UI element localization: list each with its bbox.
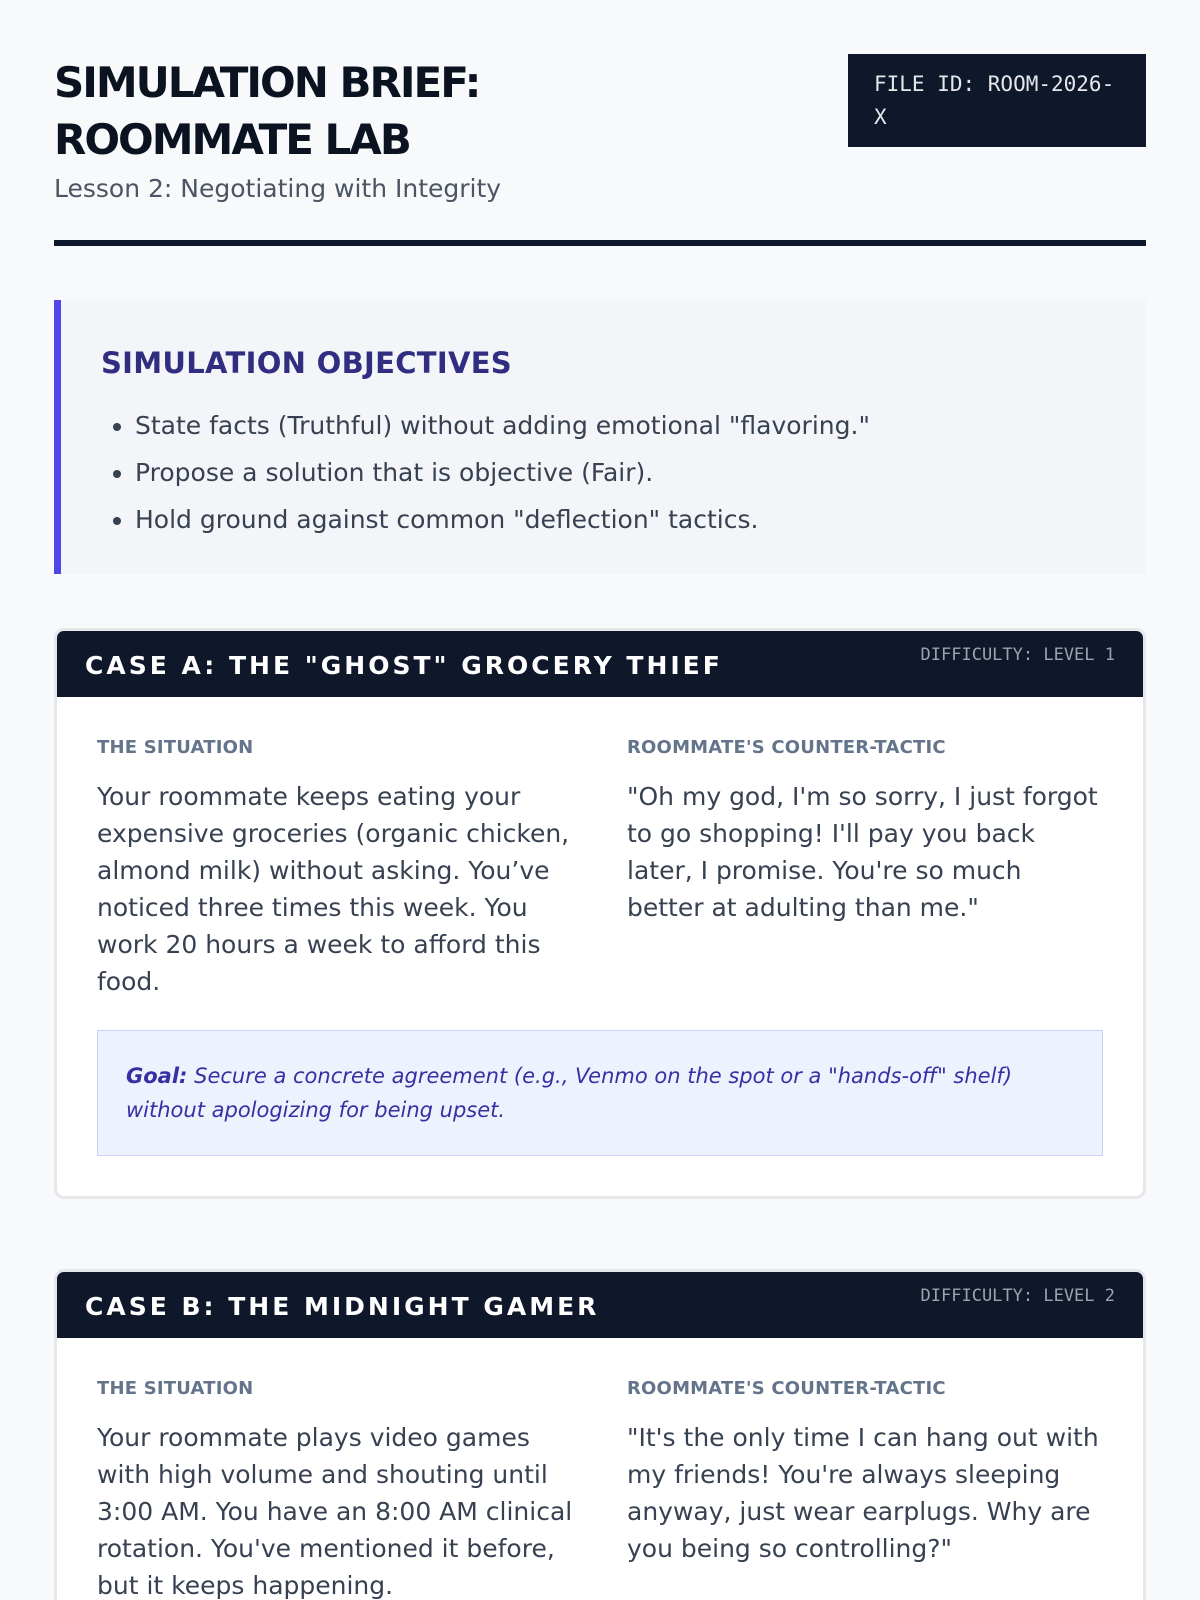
page-title [54, 54, 674, 168]
case-columns [97, 1378, 1103, 1600]
case-card-a [54, 628, 1146, 1199]
case-body [57, 697, 1143, 1196]
objectives-heading: SIMULATION OBJECTIVES [101, 346, 512, 380]
file-id-badge: FILE ID: ROOM-2026-X [848, 54, 1146, 147]
case-body [57, 1338, 1143, 1600]
case-columns [97, 737, 1103, 1000]
page-title-line-1: SIMULATION BRIEF: [54, 58, 480, 107]
situation-column [97, 737, 573, 1000]
situation-text: Your roommate keeps eating your expensive groceries (organic chicken, almond milk) without asking. You’ve noticed three times this week. You work 20 hours a week to afford this food. [97, 782, 570, 996]
goal-text: Secure a concrete agreement (e.g., Venmo on the spot or a "hands-off" shelf) without apologizing for being upset. [126, 1064, 1013, 1122]
brief-header [54, 54, 1146, 246]
tactic-label: ROOMMATE'S COUNTER-TACTIC [627, 737, 946, 758]
case-title: CASE B: THE MIDNIGHT GAMER [85, 1292, 600, 1321]
objective-item: • Propose a solution that is objective (Fair). [135, 449, 1106, 496]
objectives-list [101, 402, 1106, 543]
difficulty-label: DIFFICULTY: LEVEL 2 [920, 1286, 1115, 1306]
goal-box [97, 1030, 1103, 1156]
page-title-line-2: ROOMMATE LAB [54, 115, 410, 164]
tactic-label: ROOMMATE'S COUNTER-TACTIC [627, 1378, 946, 1399]
situation-label: THE SITUATION [97, 1378, 254, 1399]
objectives-panel [54, 300, 1146, 574]
tactic-text: "It's the only time I can hang out with my friends! You're always sleeping anyway, just wear earplugs. Why are you being so controlling?" [627, 1423, 1099, 1563]
difficulty-label: DIFFICULTY: LEVEL 1 [920, 645, 1115, 665]
objective-item: • Hold ground against common "deflection" tactics. [135, 496, 1106, 543]
objective-item: • State facts (Truthful) without adding emotional "flavoring." [135, 402, 1106, 449]
tactic-text: "Oh my god, I'm so sorry, I just forgot to go shopping! I'll pay you back later, I promise. You're so much better at adulting than me." [627, 782, 1098, 922]
situation-text: Your roommate plays video games with high volume and shouting until 3:00 AM. You have an 8:00 AM clinical rotation. You've mentioned it before, but it keeps happening. [97, 1423, 573, 1600]
goal-label: Goal: [126, 1064, 188, 1088]
page-subtitle: Lesson 2: Negotiating with Integrity [54, 174, 502, 203]
case-header [57, 631, 1143, 697]
tactic-column [627, 737, 1103, 1000]
situation-column [97, 1378, 573, 1600]
case-title: CASE A: THE "GHOST" GROCERY THIEF [85, 651, 723, 680]
tactic-column [627, 1378, 1103, 1600]
situation-label: THE SITUATION [97, 737, 254, 758]
case-card-b [54, 1269, 1146, 1600]
case-header [57, 1272, 1143, 1338]
